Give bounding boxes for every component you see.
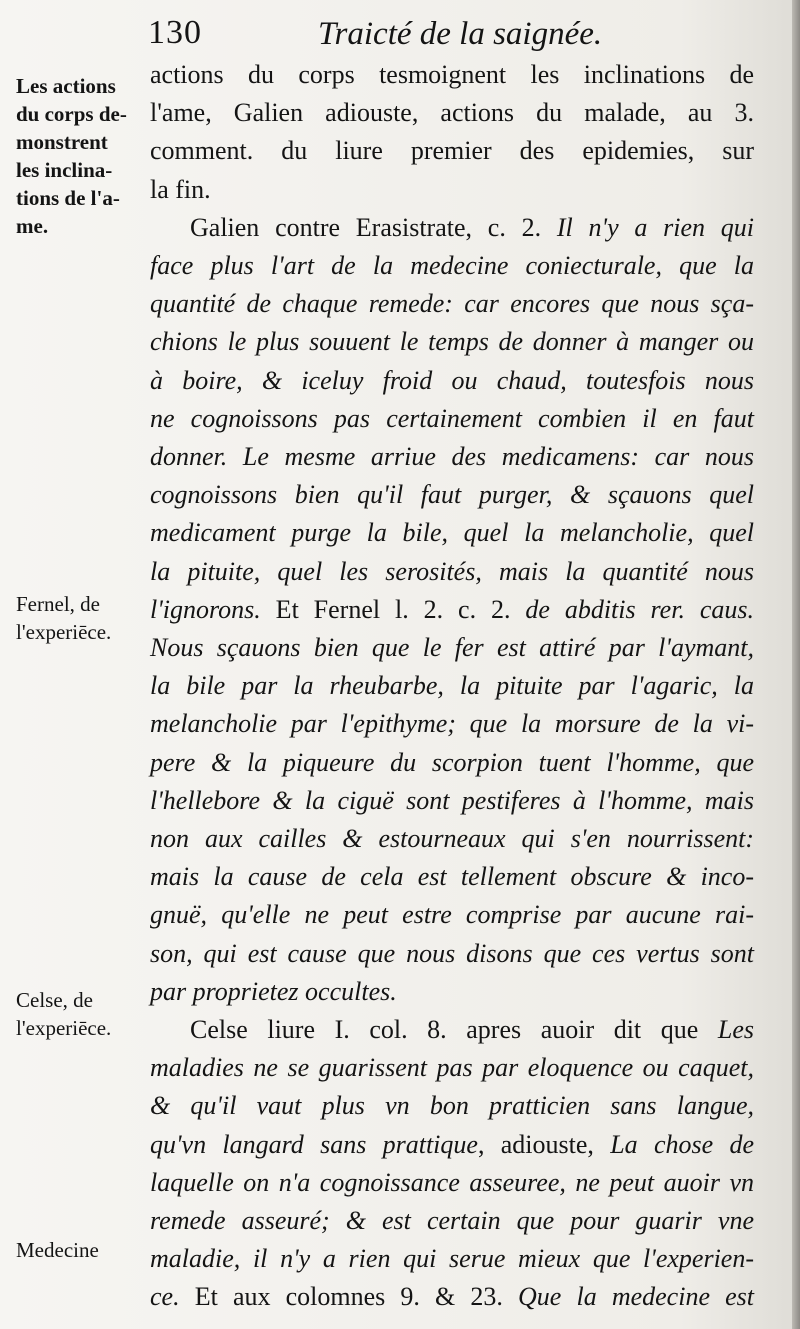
text-line <box>150 553 754 591</box>
italic-text: chions le plus souuent le temps de donner à manger ou <box>150 327 754 357</box>
roman-text: Et Fernel l. 2. c. 2. <box>260 594 511 624</box>
italic-text: à boire, & iceluy froid ou chaud, toutesfois nous <box>150 365 754 395</box>
text-line <box>150 1126 754 1164</box>
text-line <box>150 591 754 629</box>
italic-text: melancholie par l'epithyme; que la morsure de la vi- <box>150 709 754 739</box>
italic-text: maladie, il n'y a rien qui serue mieux que l'experien- <box>150 1244 754 1274</box>
italic-text: ne cognoissons pas certainement combien il en faut <box>150 403 754 433</box>
italic-text: pere & la piqueure du scorpion tuent l'homme, que <box>150 747 754 777</box>
text-line <box>150 438 754 476</box>
text-line <box>150 285 754 323</box>
running-title: Traicté de la saignée. <box>318 16 603 52</box>
roman-text: comment. du liure premier des epidemies, sur <box>150 136 754 166</box>
page-edge <box>792 0 800 1329</box>
text-line <box>150 782 754 820</box>
italic-text: de abditis rer. caus. <box>510 594 755 624</box>
margin-note-fernel: Fernel, de l'experiēce. <box>16 592 112 644</box>
italic-text: Que la medecine est <box>502 1282 754 1312</box>
margin-note-medecine: Medecine <box>16 1238 99 1262</box>
roman-text: Celse liure I. col. 8. apres auoir dit que <box>190 1015 699 1044</box>
italic-text: par proprietez occultes. <box>150 976 397 1006</box>
text-line <box>150 514 754 552</box>
text-line <box>150 705 754 743</box>
text-line <box>150 896 754 934</box>
text-line <box>150 1087 754 1125</box>
margin-note-actions: Les actions du corps de- monstrent les inclina- tions de l'a- me. <box>16 74 127 238</box>
italic-text: face plus l'art de la medecine coniecturale, que la <box>150 251 754 280</box>
text-line <box>150 820 754 858</box>
roman-text: Galien contre Erasistrate, c. 2. <box>190 212 542 242</box>
text-line <box>150 935 754 973</box>
text-line <box>150 1011 754 1049</box>
text-line <box>150 744 754 782</box>
text-line <box>150 1278 754 1316</box>
text-line <box>150 858 754 896</box>
italic-text: la bile par la rheubarbe, la pituite par l'agaric, la <box>150 671 754 701</box>
italic-text: l'hellebore & la ciguë sont pestiferes à l'homme, mais <box>150 785 754 815</box>
italic-text: son, qui est cause que nous disons que ces vertus sont <box>150 938 754 968</box>
italic-text: donner. Le mesme arriue des medicamens: car nous <box>150 442 754 471</box>
text-line <box>150 247 754 285</box>
text-line <box>150 629 754 667</box>
italic-text: La chose de <box>593 1129 755 1159</box>
text-line <box>150 56 754 94</box>
margin-note-celse: Celse, de l'experiēce. <box>16 988 112 1040</box>
text-line <box>150 973 754 1011</box>
text-line <box>150 1240 754 1278</box>
text-line <box>150 171 754 209</box>
text-line <box>150 667 754 705</box>
italic-text: Il n'y a rien qui <box>541 212 755 242</box>
text-line <box>150 476 754 514</box>
italic-text: non aux cailles & estourneaux qui s'en nourrissent: <box>150 824 754 853</box>
italic-text: quantité de chaque remede: car encores que nous sça- <box>150 289 754 319</box>
italic-text: Nous sçauons bien que le fer est attiré par l'aymant, <box>150 633 754 662</box>
roman-text: l'ame, Galien adiouste, actions du malade, au 3. <box>150 98 754 128</box>
page-header <box>148 14 748 54</box>
italic-text: l'ignorons. <box>150 594 261 624</box>
italic-text: la pituite, quel les serosités, mais la quantité nous <box>150 556 754 586</box>
text-line <box>150 400 754 438</box>
text-line <box>150 209 754 247</box>
italic-text: mais la cause de cela est tellement obscure & inco- <box>150 862 754 892</box>
text-line <box>150 323 754 361</box>
text-line <box>150 1202 754 1240</box>
page-number: 130 <box>148 14 202 51</box>
italic-text: Les <box>698 1015 754 1044</box>
italic-text: maladies ne se guarissent pas par eloquence ou caquet, <box>150 1053 754 1083</box>
italic-text: medicament purge la bile, quel la melancholie, quel <box>150 518 754 548</box>
text-line <box>150 362 754 400</box>
roman-text: actions du corps tesmoignent les inclinations de <box>150 60 754 89</box>
italic-text: remede asseuré; & est certain que pour guarir vne <box>150 1206 754 1235</box>
text-line <box>150 94 754 132</box>
italic-text: qu'vn langard sans prattique <box>150 1129 478 1159</box>
roman-text: , adiouste, <box>477 1129 594 1159</box>
roman-text: la fin. <box>150 174 211 204</box>
italic-text: ce. <box>150 1282 180 1312</box>
italic-text: cognoissons bien qu'il faut purger, & sçauons quel <box>150 480 754 510</box>
text-line <box>150 1049 754 1087</box>
roman-text: Et aux colomnes 9. & 23. <box>179 1282 503 1312</box>
text-line <box>150 132 754 170</box>
italic-text: gnuë, qu'elle ne peut estre comprise par aucune rai- <box>150 900 754 930</box>
text-line <box>150 1164 754 1202</box>
italic-text: & qu'il vaut plus vn bon pratticien sans langue, <box>150 1091 754 1121</box>
italic-text: laquelle on n'a cognoissance asseuree, ne peut auoir vn <box>150 1167 754 1197</box>
